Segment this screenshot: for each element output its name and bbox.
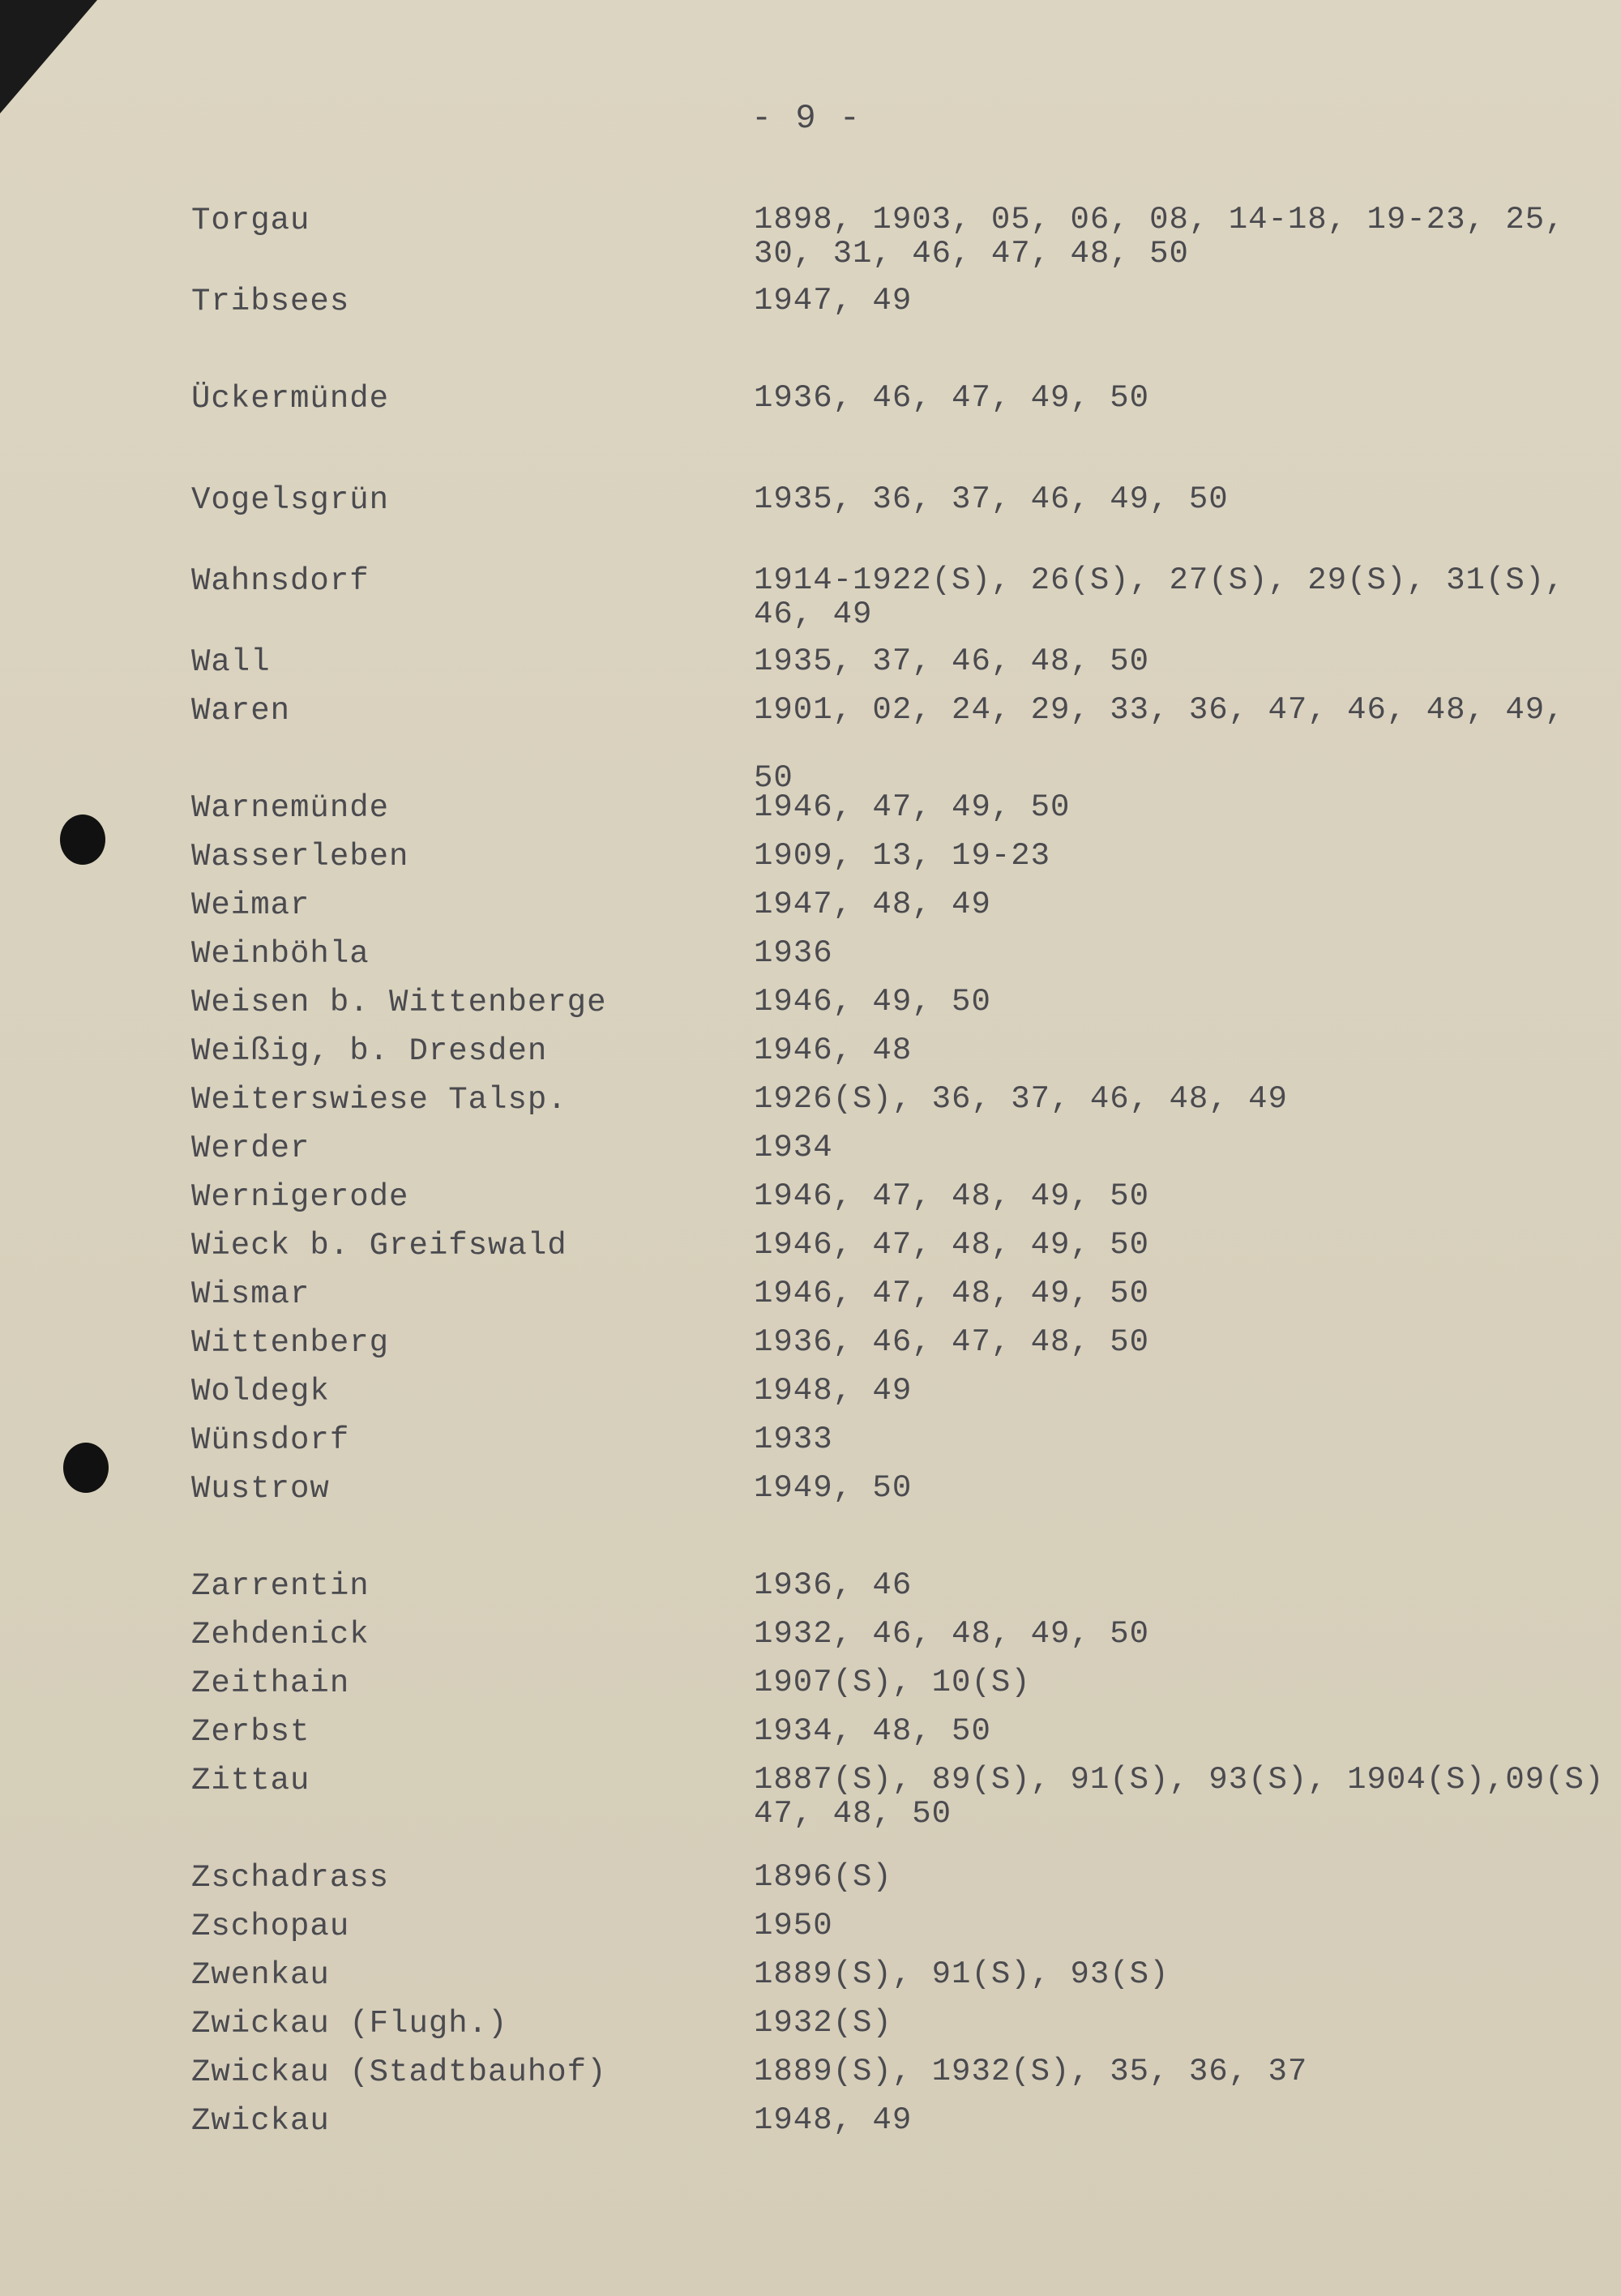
place-name: Torgau — [191, 203, 310, 238]
observation-years: 1932(S) — [754, 2005, 892, 2041]
place-name: Zeithain — [191, 1665, 350, 1701]
observation-years: 1935, 37, 46, 48, 50 — [754, 643, 1150, 679]
observation-years: 1935, 36, 37, 46, 49, 50 — [754, 481, 1229, 517]
observation-years: 1932, 46, 48, 49, 50 — [754, 1616, 1150, 1652]
observation-years: 1947, 48, 49 — [754, 887, 991, 922]
place-name: Weinböhla — [191, 936, 370, 972]
place-name: Wall — [191, 644, 271, 680]
place-name: Zarrentin — [191, 1568, 370, 1604]
place-name: Zwickau (Stadtbauhof) — [191, 2054, 607, 2090]
observation-years: 1889(S), 91(S), 93(S) — [754, 1956, 1170, 1992]
place-name: Wasserleben — [191, 839, 409, 874]
place-name: Zittau — [191, 1763, 310, 1798]
place-name: Tribsees — [191, 284, 350, 319]
observation-years: 1901, 02, 24, 29, 33, 36, 47, 46, 48, 49, 50 — [754, 692, 1565, 796]
observation-years: 1933 — [754, 1422, 833, 1457]
observation-years: 1909, 13, 19-23 — [754, 838, 1051, 874]
observation-years: 1896(S) — [754, 1859, 892, 1895]
observation-years: 1950 — [754, 1908, 833, 1943]
place-name: Zerbst — [191, 1714, 310, 1750]
place-name: Weiterswiese Talsp. — [191, 1082, 567, 1118]
place-name: Weißig, b. Dresden — [191, 1033, 548, 1069]
observation-years: 1907(S), 10(S) — [754, 1665, 1031, 1700]
observation-years: 1926(S), 36, 37, 46, 48, 49 — [754, 1081, 1288, 1117]
observation-years: 1936 — [754, 935, 833, 971]
punch-hole-bottom — [63, 1443, 109, 1493]
torn-corner — [0, 0, 97, 113]
observation-years: 1914-1922(S), 26(S), 27(S), 29(S), 31(S), 46, 49 — [754, 562, 1565, 632]
observation-years: 1934 — [754, 1130, 833, 1165]
place-name: Wahnsdorf — [191, 563, 370, 599]
place-name: Wünsdorf — [191, 1422, 350, 1458]
observation-years: 1887(S), 89(S), 91(S), 93(S), 1904(S),09(S) 47, 48, 50 — [754, 1762, 1605, 1832]
observation-years: 1946, 47, 48, 49, 50 — [754, 1276, 1150, 1311]
place-name: Zschadrass — [191, 1860, 390, 1896]
place-name: Zwenkau — [191, 1957, 330, 1993]
place-name: Weisen b. Wittenberge — [191, 985, 607, 1020]
place-name: Waren — [191, 693, 291, 729]
place-name: Wustrow — [191, 1471, 330, 1507]
observation-years: 1949, 50 — [754, 1470, 913, 1506]
place-name: Werder — [191, 1131, 310, 1166]
place-name: Zwickau — [191, 2103, 330, 2139]
observation-years: 1947, 49 — [754, 283, 913, 319]
place-name: Vogelsgrün — [191, 482, 390, 518]
observation-years: 1936, 46, 47, 48, 50 — [754, 1324, 1150, 1360]
observation-years: 1946, 47, 48, 49, 50 — [754, 1227, 1150, 1263]
observation-years: 1936, 46, 47, 49, 50 — [754, 380, 1150, 416]
observation-years: 1946, 48 — [754, 1033, 913, 1068]
observation-years: 1948, 49 — [754, 1373, 913, 1409]
observation-years: 1934, 48, 50 — [754, 1713, 991, 1749]
observation-years: 1936, 46 — [754, 1567, 913, 1603]
place-name: Zwickau (Flugh.) — [191, 2006, 508, 2042]
place-name: Weimar — [191, 887, 310, 923]
observation-years: 1889(S), 1932(S), 35, 36, 37 — [754, 2054, 1308, 2089]
place-name: Woldegk — [191, 1374, 330, 1409]
observation-years: 1946, 49, 50 — [754, 984, 991, 1020]
place-name: Wieck b. Greifswald — [191, 1228, 567, 1263]
place-name: Ückermünde — [191, 381, 390, 417]
place-name: Zschopau — [191, 1909, 350, 1944]
place-name: Wernigerode — [191, 1179, 409, 1215]
observation-years: 1898, 1903, 05, 06, 08, 14-18, 19-23, 25, 30, 31, 46, 47, 48, 50 — [754, 202, 1565, 272]
place-name: Wismar — [191, 1276, 310, 1312]
place-name: Warnemünde — [191, 790, 390, 826]
place-name: Wittenberg — [191, 1325, 390, 1361]
observation-years: 1946, 47, 48, 49, 50 — [754, 1178, 1150, 1214]
observation-years: 1948, 49 — [754, 2102, 913, 2138]
punch-hole-top — [60, 815, 105, 865]
place-name: Zehdenick — [191, 1617, 370, 1653]
observation-years: 1946, 47, 49, 50 — [754, 789, 1071, 825]
page-number: - 9 - — [751, 99, 862, 138]
